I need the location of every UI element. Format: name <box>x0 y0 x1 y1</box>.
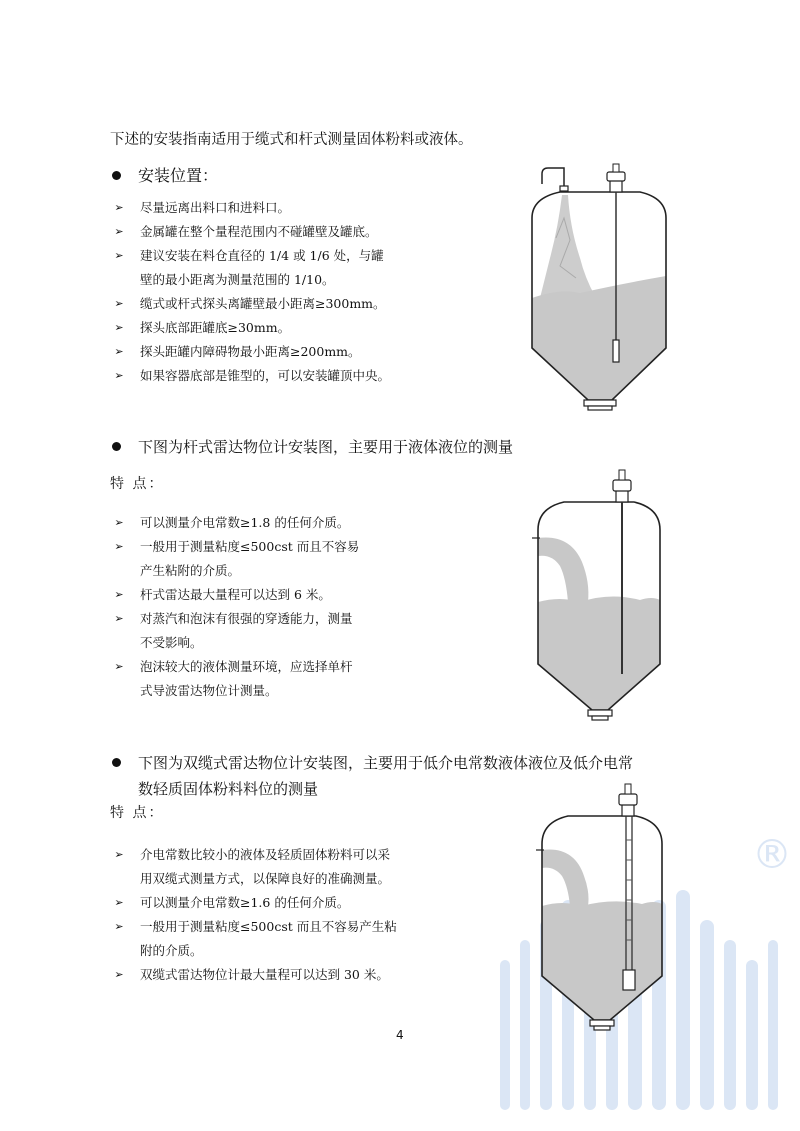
arrow-bullet-icon: ➢ <box>114 321 124 334</box>
list-item: ➢ 一般用于测量粘度≤500cst 而且不容易产生粘 <box>112 915 397 939</box>
list-item: ➢ 建议安装在料仓直径的 1/4 或 1/6 处，与罐 <box>112 244 390 268</box>
arrow-bullet-icon: ➢ <box>114 369 124 382</box>
list-item-continued: 产生粘附的介质。 <box>140 563 241 578</box>
arrow-bullet-icon: ➢ <box>114 660 124 673</box>
list-item: ➢ 泡沫较大的液体测量环境，应选择单杆 <box>112 655 359 679</box>
list-item-continued: 不受影响。 <box>140 635 203 650</box>
list-item-continued: 式导波雷达物位计测量。 <box>140 683 278 698</box>
arrow-bullet-icon: ➢ <box>114 612 124 625</box>
section3-list <box>112 843 397 987</box>
arrow-bullet-icon: ➢ <box>114 297 124 310</box>
section2-heading: 下图为杆式雷达物位计安装图，主要用于液体液位的测量 <box>138 438 514 456</box>
arrow-bullet-icon: ➢ <box>114 225 124 238</box>
list-item: ➢ 对蒸汽和泡沫有很强的穿透能力，测量 <box>112 607 359 631</box>
list-item: ➢ 介电常数比较小的液体及轻质固体粉料可以采 <box>112 843 397 867</box>
list-item: ➢ 双缆式雷达物位计最大量程可以达到 30 米。 <box>112 963 397 987</box>
list-item: ➢ 杆式雷达最大量程可以达到 6 米。 <box>112 583 359 607</box>
section2-list <box>112 511 359 703</box>
tank-diagram-rod <box>530 462 670 724</box>
tank-diagram-solid <box>520 148 680 420</box>
features-label: 特 点： <box>110 476 165 492</box>
arrow-bullet-icon: ➢ <box>114 920 124 933</box>
list-item-continued: 用双缆式测量方式，以保障良好的准确测量。 <box>140 871 391 886</box>
arrow-bullet-icon: ➢ <box>114 345 124 358</box>
list-item: ➢ 金属罐在整个量程范围内不碰罐壁及罐底。 <box>112 220 390 244</box>
list-item: ➢ 探头距罐内障碍物最小距离≥200mm。 <box>112 340 390 364</box>
list-item-continued: 壁的最小距离为测量范围的 1/10。 <box>140 272 335 287</box>
list-item: ➢ 如果容器底部是锥型的，可以安装罐顶中央。 <box>112 364 390 388</box>
list-item: ➢ 可以测量介电常数≥1.6 的任何介质。 <box>112 891 397 915</box>
list-item: ➢ 探头底部距罐底≥30mm。 <box>112 316 390 340</box>
arrow-bullet-icon: ➢ <box>114 249 124 262</box>
tank-diagram-dual-cable <box>532 780 672 1036</box>
registered-mark: ® <box>752 832 792 878</box>
bullet-dot <box>112 758 121 767</box>
list-item: ➢ 可以测量介电常数≥1.8 的任何介质。 <box>112 511 359 535</box>
arrow-bullet-icon: ➢ <box>114 516 124 529</box>
features-label: 特 点： <box>110 805 165 821</box>
arrow-bullet-icon: ➢ <box>114 848 124 861</box>
list-item: ➢ 尽量远离出料口和进料口。 <box>112 196 390 220</box>
arrow-bullet-icon: ➢ <box>114 540 124 553</box>
page-number: 4 <box>396 1028 404 1042</box>
list-item: ➢ 一般用于测量粘度≤500cst 而且不容易 <box>112 535 359 559</box>
bullet-dot <box>112 171 121 180</box>
section1-list <box>112 196 390 388</box>
arrow-bullet-icon: ➢ <box>114 201 124 214</box>
section3-heading: 下图为双缆式雷达物位计安装图，主要用于低介电常数液体液位及低介电常 数轻质固体粉料料位的测量 <box>138 754 634 798</box>
bullet-dot <box>112 442 121 451</box>
list-item-continued: 附的介质。 <box>140 943 203 958</box>
section1-heading: 安装位置： <box>138 166 219 185</box>
intro-text: 下述的安装指南适用于缆式和杆式测量固体粉料或液体。 <box>110 132 473 148</box>
arrow-bullet-icon: ➢ <box>114 588 124 601</box>
arrow-bullet-icon: ➢ <box>114 896 124 909</box>
list-item: ➢ 缆式或杆式探头离罐壁最小距离≥300mm。 <box>112 292 390 316</box>
arrow-bullet-icon: ➢ <box>114 968 124 981</box>
